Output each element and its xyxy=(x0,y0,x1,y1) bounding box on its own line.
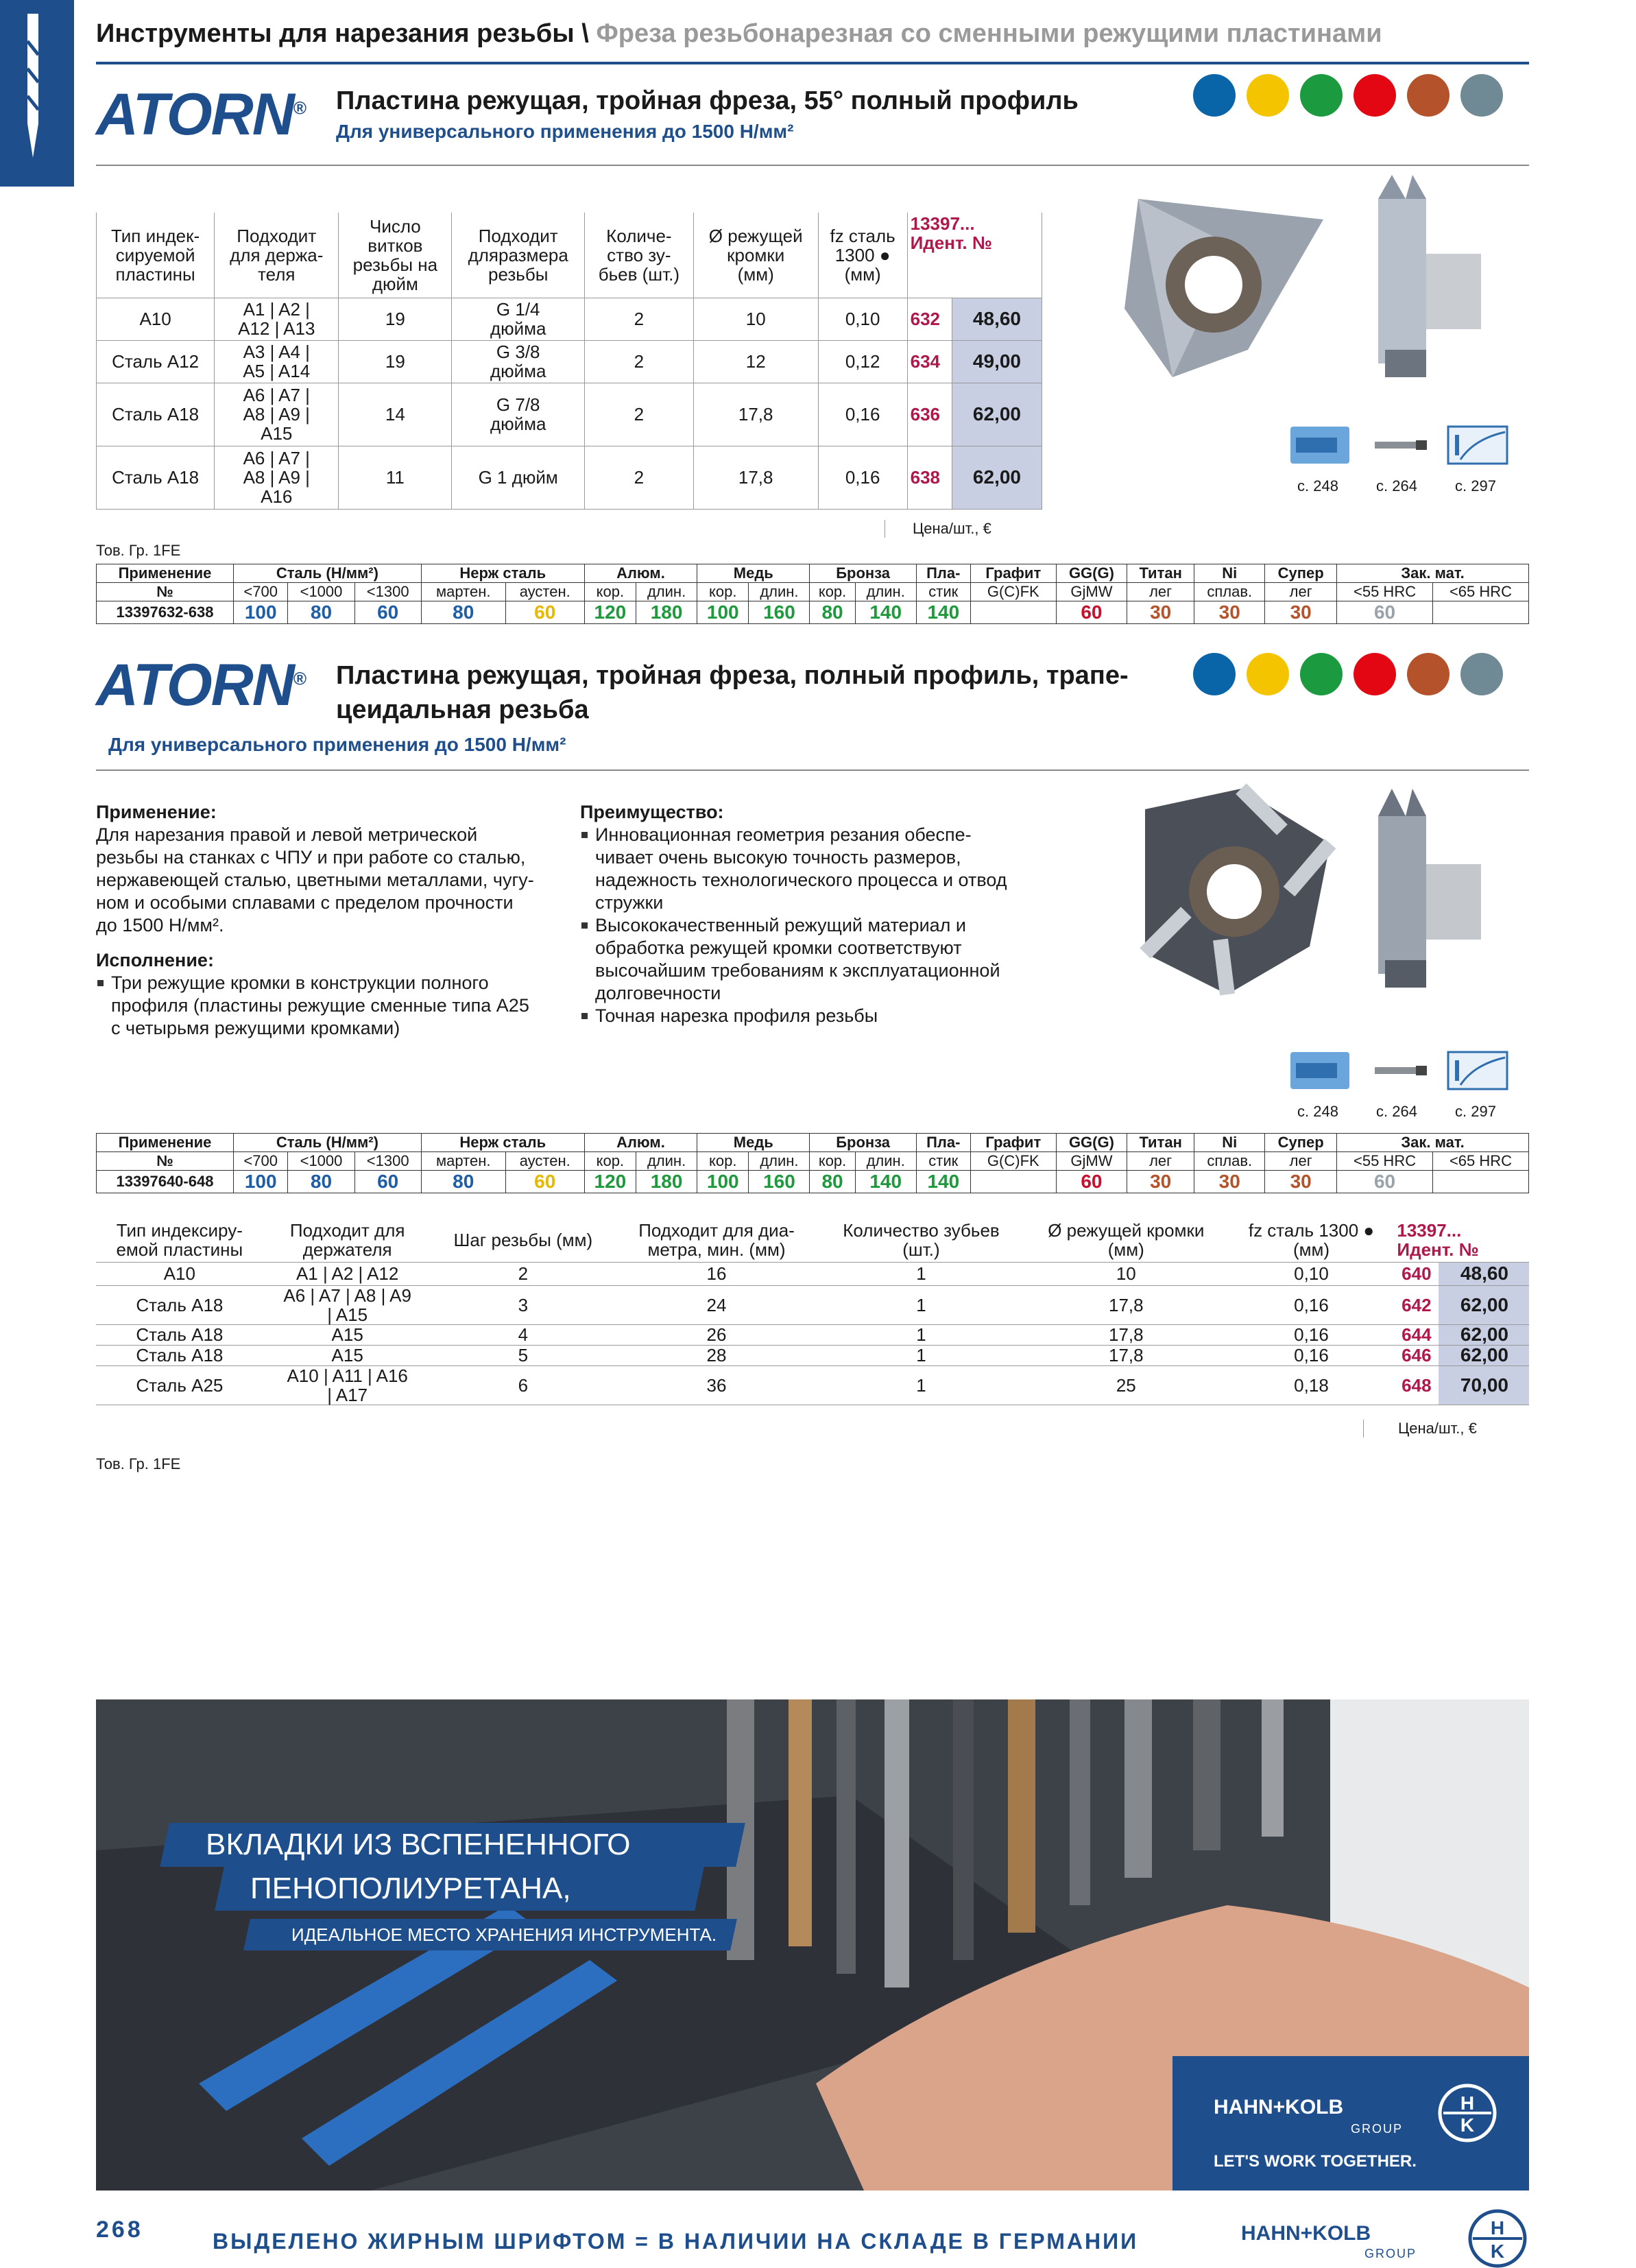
product1-subtitle: Для универсального применения до 1500 Н/мм² xyxy=(336,121,794,142)
cell-teeth: 2 xyxy=(584,383,693,446)
page-ref-link[interactable]: с. 248 xyxy=(1297,477,1338,494)
cell-type: Сталь A12 xyxy=(97,340,215,383)
page-ref-link[interactable]: с. 264 xyxy=(1376,1103,1417,1120)
cell-thread: G 3/8 дюйма xyxy=(452,340,585,383)
cell-holder: A6 | A7 | A8 | A9 | A16 xyxy=(215,446,339,509)
app-group: Графит xyxy=(970,1134,1056,1152)
app-sub: G(C)FK xyxy=(970,583,1056,601)
cell-fz: 0,18 xyxy=(1229,1365,1395,1405)
app-value: 100 xyxy=(697,601,749,624)
atorn-logo: ATORN® xyxy=(96,652,305,718)
app-value: 80 xyxy=(810,1171,855,1193)
app-group: Титан xyxy=(1127,564,1194,583)
price-note: Цена/шт., € xyxy=(885,520,1042,538)
material-dot xyxy=(1300,653,1343,695)
banner-line2: ПЕНОПОЛИУРЕТАНА, xyxy=(250,1872,571,1905)
page-ref-link[interactable]: с. 297 xyxy=(1455,477,1496,494)
app-group: Графит xyxy=(970,564,1056,583)
table-row xyxy=(96,1285,1529,1324)
app-value xyxy=(970,1171,1056,1193)
cell-holder: A6 | A7 | A8 | A9 | A15 xyxy=(215,383,339,446)
cell-dia: 17,8 xyxy=(693,446,818,509)
app-group: Супер xyxy=(1265,1134,1337,1152)
ident-number: 646 xyxy=(1394,1345,1439,1365)
cell-fz: 0,12 xyxy=(818,340,907,383)
divider xyxy=(96,769,1529,771)
table-row xyxy=(96,1365,1529,1405)
app-value: 30 xyxy=(1265,601,1337,624)
page-ref-link[interactable]: с. 297 xyxy=(1455,1103,1496,1120)
column-header: Ø режущей кромки (мм) xyxy=(1024,1218,1229,1262)
column-header: 13397... Идент. № xyxy=(1394,1218,1529,1262)
app-value: 100 xyxy=(234,601,288,624)
page-ref-link[interactable]: с. 264 xyxy=(1376,477,1417,494)
app-value: 60 xyxy=(354,1171,421,1193)
column-header: Ø режущей кромки (мм) xyxy=(693,213,818,298)
app-value: 100 xyxy=(234,1171,288,1193)
column-header: Подходит для держателя xyxy=(263,1218,432,1262)
info-chart-icon[interactable] xyxy=(1447,425,1508,465)
advantage-item: Инновационная геометрия резания обеспе- чивает очень высокую точность размеров, надежность технологического процесса и отвод стружки xyxy=(580,824,1074,914)
application-block: Применение: Для нарезания правой и левой метрической резьбы на станках с ЧПУ и при работе со сталью, нержавеющей сталью, цветными металлами, чугу- ном и особыми сплавами с пределом прочности до 1500 Н/мм². Исполнение: Три режущие кромки в конструкции полного профиля (пластины режущие сменные типа A25 с четырьмя режущими кромками) xyxy=(96,801,562,1040)
cell-dia: 10 xyxy=(693,298,818,340)
advantage-item: Точная нарезка профиля резьбы xyxy=(580,1005,1074,1027)
ident-number: 640 xyxy=(1394,1262,1439,1285)
app-sub: <1000 xyxy=(288,1152,354,1171)
app-sub: мартен. xyxy=(421,1152,505,1171)
price-note: Цена/шт., € xyxy=(1363,1420,1529,1437)
column-header: Подходит дляразмера резьбы xyxy=(452,213,585,298)
atorn-logo: ATORN® xyxy=(96,82,305,147)
material-dot xyxy=(1193,74,1236,117)
app-group: GG(G) xyxy=(1056,1134,1127,1152)
cell-dia: 17,8 xyxy=(1024,1345,1229,1365)
column-header: Тип индек- сируемой пластины xyxy=(97,213,215,298)
cell-thread: G 1/4 дюйма xyxy=(452,298,585,340)
svg-text:H: H xyxy=(1460,2092,1475,2114)
cell-pitch: 3 xyxy=(432,1285,614,1324)
header-subcategory: Фреза резьбонарезная со сменными режущими пластинами xyxy=(596,19,1382,48)
footer-group: GROUP xyxy=(1364,2247,1417,2260)
application-table-2 xyxy=(96,1133,1529,1193)
app-value: 80 xyxy=(288,601,354,624)
app-sub: длин. xyxy=(636,583,697,601)
column-header: Число витков резьбы на дюйм xyxy=(339,213,452,298)
cutter-icon[interactable] xyxy=(1368,1051,1430,1090)
cell-tpi: 14 xyxy=(339,383,452,446)
product2-subtitle: Для универсального применения до 1500 Н/мм² xyxy=(108,734,566,755)
app-value: 60 xyxy=(1056,601,1127,624)
cell-teeth: 1 xyxy=(819,1345,1024,1365)
material-dot xyxy=(1407,74,1449,117)
app-value: 80 xyxy=(421,1171,505,1193)
cell-type: Сталь A18 xyxy=(97,446,215,509)
banner-line1: ВКЛАДКИ ИЗ ВСПЕНЕННОГО xyxy=(206,1828,631,1861)
cell-teeth: 2 xyxy=(584,340,693,383)
app-group: Нерж сталь xyxy=(421,564,584,583)
cell-dia: 17,8 xyxy=(1024,1285,1229,1324)
app-group: Сталь (Н/мм²) xyxy=(234,1134,422,1152)
banner-line3: ИДЕАЛЬНОЕ МЕСТО ХРАНЕНИЯ ИНСТРУМЕНТА. xyxy=(291,1924,717,1945)
application-table-1 xyxy=(96,564,1529,624)
app-group: Алюм. xyxy=(584,564,697,583)
app-group: Нерж сталь xyxy=(421,1134,584,1152)
cell-holder: A10 | A11 | A16 | A17 xyxy=(263,1365,432,1405)
column-header: Подходит для держа- теля xyxy=(215,213,339,298)
column-header: Подходит для диа- метра, мин. (мм) xyxy=(614,1218,819,1262)
price: 70,00 xyxy=(1439,1365,1529,1405)
app-sub: <700 xyxy=(234,583,288,601)
app-sub: длин. xyxy=(749,1152,810,1171)
price: 62,00 xyxy=(1439,1324,1529,1345)
table-row xyxy=(96,1345,1529,1365)
app-value: 140 xyxy=(855,601,916,624)
cell-mind: 24 xyxy=(614,1285,819,1324)
app-sub: <65 HRC xyxy=(1432,583,1528,601)
app-label: № xyxy=(97,1152,234,1171)
app-value: 30 xyxy=(1194,1171,1265,1193)
cell-dia: 12 xyxy=(693,340,818,383)
insert2-image xyxy=(1104,782,1351,1008)
table-row xyxy=(97,298,1042,340)
cell-pitch: 2 xyxy=(432,1262,614,1285)
app-group: Пла- xyxy=(916,564,970,583)
column-header: 13397... Идент. № xyxy=(907,213,1042,298)
app-value xyxy=(1432,601,1528,624)
app-value: 60 xyxy=(1056,1171,1127,1193)
app-value: 120 xyxy=(584,1171,636,1193)
app-sub: стик xyxy=(916,1152,970,1171)
app-value: 180 xyxy=(636,601,697,624)
app-value: 60 xyxy=(354,601,421,624)
app-sub: сплав. xyxy=(1194,583,1265,601)
app-value xyxy=(970,601,1056,624)
app-value: 60 xyxy=(505,1171,584,1193)
app-sub: кор. xyxy=(810,1152,855,1171)
app-group: Титан xyxy=(1127,1134,1194,1152)
app-group: Ni xyxy=(1194,1134,1265,1152)
app-sub: <65 HRC xyxy=(1432,1152,1528,1171)
cell-fz: 0,10 xyxy=(1229,1262,1395,1285)
cell-holder: A1 | A2 | A12 | A13 xyxy=(215,298,339,340)
app-group: Зак. мат. xyxy=(1337,1134,1529,1152)
cell-type: Сталь A18 xyxy=(96,1285,263,1324)
sidebar-tab xyxy=(0,0,74,187)
cell-pitch: 6 xyxy=(432,1365,614,1405)
cell-teeth: 1 xyxy=(819,1262,1024,1285)
app-sub: аустен. xyxy=(505,583,584,601)
banner-group: GROUP xyxy=(1351,2122,1404,2136)
cell-holder: A15 xyxy=(263,1345,432,1365)
cell-teeth: 1 xyxy=(819,1285,1024,1324)
app-sub: длин. xyxy=(855,1152,916,1171)
cell-type: A10 xyxy=(97,298,215,340)
cell-dia: 17,8 xyxy=(1024,1324,1229,1345)
material-dot xyxy=(1460,653,1503,695)
app-value: 120 xyxy=(584,601,636,624)
app-sub: длин. xyxy=(855,583,916,601)
app-sub: кор. xyxy=(584,1152,636,1171)
app-sub: кор. xyxy=(584,583,636,601)
product-group: Тов. Гр. 1FE xyxy=(96,1455,181,1472)
cell-type: A10 xyxy=(96,1262,263,1285)
cell-type: Сталь A25 xyxy=(96,1365,263,1405)
material-dot xyxy=(1460,74,1503,117)
cell-dia: 17,8 xyxy=(693,383,818,446)
price: 62,00 xyxy=(952,383,1042,446)
advantage-item: Высококачественный режущий материал и обработка режущей кромки соответствуют высочайшим требованиям к эксплуатационной долговечности xyxy=(580,914,1074,1005)
app-value: 60 xyxy=(1337,1171,1433,1193)
price: 48,60 xyxy=(952,298,1042,340)
app-group: Бронза xyxy=(810,1134,916,1152)
app-value: 160 xyxy=(749,601,810,624)
price: 62,00 xyxy=(1439,1345,1529,1365)
app-group: Ni xyxy=(1194,564,1265,583)
cell-type: Сталь A18 xyxy=(96,1345,263,1365)
cell-tpi: 11 xyxy=(339,446,452,509)
app-sub: кор. xyxy=(697,1152,749,1171)
app-sub: сплав. xyxy=(1194,1152,1265,1171)
cell-holder: A6 | A7 | A8 | A9 | A15 xyxy=(263,1285,432,1324)
promo-banner xyxy=(96,1699,1529,2191)
column-header: Количе- ство зу- бьев (шт.) xyxy=(584,213,693,298)
ident-number: 632 xyxy=(907,298,952,340)
column-header: Количество зубьев (шт.) xyxy=(819,1218,1024,1262)
product1-title: Пластина режущая, тройная фреза, 55° полный профиль xyxy=(336,86,1079,115)
cell-mind: 28 xyxy=(614,1345,819,1365)
app-sub: стик xyxy=(916,583,970,601)
cell-holder: A15 xyxy=(263,1324,432,1345)
app-sub: GjMW xyxy=(1056,583,1127,601)
app-group: Бронза xyxy=(810,564,916,583)
table-row xyxy=(97,340,1042,383)
app-sub: длин. xyxy=(636,1152,697,1171)
product-group: Тов. Гр. 1FE xyxy=(96,542,181,559)
app-value: 30 xyxy=(1194,601,1265,624)
hk-emblem xyxy=(1436,2082,1498,2144)
material-dot xyxy=(1300,74,1343,117)
app-group: Алюм. xyxy=(584,1134,697,1152)
app-group: Супер xyxy=(1265,564,1337,583)
svg-text:K: K xyxy=(1460,2114,1475,2136)
app-value: 100 xyxy=(697,1171,749,1193)
app-sub: аустен. xyxy=(505,1152,584,1171)
app-sub: кор. xyxy=(697,583,749,601)
cell-teeth: 2 xyxy=(584,446,693,509)
table-row xyxy=(97,383,1042,446)
cell-holder: A3 | A4 | A5 | A14 xyxy=(215,340,339,383)
header-category: Инструменты для нарезания резьбы \ xyxy=(96,19,597,48)
holder-icon[interactable] xyxy=(1289,1051,1351,1090)
insert-image xyxy=(1097,171,1358,398)
app-group: Медь xyxy=(697,564,810,583)
app-sub: <700 xyxy=(234,1152,288,1171)
app-group: Пла- xyxy=(916,1134,970,1152)
app-code: 13397640-648 xyxy=(97,1171,234,1193)
ident-number: 642 xyxy=(1394,1285,1439,1324)
material-dot xyxy=(1193,653,1236,695)
app-value: 60 xyxy=(505,601,584,624)
cell-thread: G 1 дюйм xyxy=(452,446,585,509)
page-ref-link[interactable]: с. 248 xyxy=(1297,1103,1338,1120)
cell-type: Сталь A18 xyxy=(97,383,215,446)
hk-emblem xyxy=(1467,2208,1528,2268)
app-sub: <55 HRC xyxy=(1337,583,1433,601)
cutter-icon[interactable] xyxy=(1368,425,1430,465)
app-sub: <1300 xyxy=(354,1152,421,1171)
material-dot xyxy=(1247,653,1289,695)
cell-tpi: 19 xyxy=(339,298,452,340)
cell-teeth: 2 xyxy=(584,298,693,340)
cell-teeth: 1 xyxy=(819,1324,1024,1345)
cell-pitch: 5 xyxy=(432,1345,614,1365)
price: 62,00 xyxy=(1439,1285,1529,1324)
table-row xyxy=(96,1262,1529,1285)
cell-fz: 0,16 xyxy=(1229,1285,1395,1324)
table-row xyxy=(96,1324,1529,1345)
price: 49,00 xyxy=(952,340,1042,383)
ident-number: 648 xyxy=(1394,1365,1439,1405)
cell-holder: A1 | A2 | A12 xyxy=(263,1262,432,1285)
column-header: Тип индексиру- емой пластины xyxy=(96,1218,263,1262)
drill-icon xyxy=(0,0,74,187)
cell-tpi: 19 xyxy=(339,340,452,383)
product2-title: Пластина режущая, тройная фреза, полный профиль, трапе- цеидальная резьба xyxy=(336,661,1129,724)
app-value xyxy=(1432,1171,1528,1193)
divider xyxy=(96,165,1529,166)
app-group: GG(G) xyxy=(1056,564,1127,583)
app-sub: длин. xyxy=(749,583,810,601)
table-row xyxy=(97,446,1042,509)
app-sub: мартен. xyxy=(421,583,505,601)
material-dot xyxy=(1407,653,1449,695)
banner-slogan: LET'S WORK TOGETHER. xyxy=(1214,2152,1417,2171)
app-label: Применение xyxy=(97,1134,234,1152)
cell-mind: 36 xyxy=(614,1365,819,1405)
page-number: 268 xyxy=(96,2217,143,2243)
holder2-image xyxy=(1364,789,1502,1008)
product1-table xyxy=(96,213,1042,510)
app-value: 140 xyxy=(916,601,970,624)
app-sub: GjMW xyxy=(1056,1152,1127,1171)
holder-icon[interactable] xyxy=(1289,425,1351,465)
column-header: fz сталь 1300 ● (мм) xyxy=(1229,1218,1395,1262)
app-sub: кор. xyxy=(810,583,855,601)
footer-note: ВЫДЕЛЕНО ЖИРНЫМ ШРИФТОМ = В НАЛИЧИИ НА СКЛАДЕ В ГЕРМАНИИ xyxy=(213,2229,1139,2254)
advantages-block: Преимущество: Инновационная геометрия резания обеспе- чивает очень высокую точность размеров, надежность технологического процесса и отвод стружки Высококачественный режущий материал и обработка режущей кромки соответствуют высочайшим требованиям к эксплуатационной долговечности Точная нарезка профиля резьбы xyxy=(580,801,1074,1027)
price: 62,00 xyxy=(952,446,1042,509)
app-sub: <1000 xyxy=(288,583,354,601)
app-value: 180 xyxy=(636,1171,697,1193)
ident-number: 636 xyxy=(907,383,952,446)
banner-logo: HAHN+KOLB xyxy=(1214,2096,1344,2118)
cell-teeth: 1 xyxy=(819,1365,1024,1405)
material-dot xyxy=(1354,653,1396,695)
app-code: 13397632-638 xyxy=(97,601,234,624)
page-header xyxy=(96,19,1382,49)
app-value: 80 xyxy=(810,601,855,624)
material-dot xyxy=(1247,74,1289,117)
header-rule xyxy=(96,62,1529,64)
app-sub: <55 HRC xyxy=(1337,1152,1433,1171)
info-chart-icon[interactable] xyxy=(1447,1051,1508,1090)
app-group: Сталь (Н/мм²) xyxy=(234,564,422,583)
app-value: 140 xyxy=(855,1171,916,1193)
app-value: 60 xyxy=(1337,601,1433,624)
cell-fz: 0,16 xyxy=(818,383,907,446)
ident-number: 638 xyxy=(907,446,952,509)
app-value: 30 xyxy=(1265,1171,1337,1193)
app-sub: <1300 xyxy=(354,583,421,601)
cell-fz: 0,16 xyxy=(1229,1345,1395,1365)
app-group: Зак. мат. xyxy=(1337,564,1529,583)
app-value: 160 xyxy=(749,1171,810,1193)
cell-fz: 0,10 xyxy=(818,298,907,340)
cell-dia: 10 xyxy=(1024,1262,1229,1285)
column-header: fz сталь 1300 ● (мм) xyxy=(818,213,907,298)
cell-mind: 16 xyxy=(614,1262,819,1285)
material-dot xyxy=(1354,74,1396,117)
app-value: 80 xyxy=(288,1171,354,1193)
app-label: № xyxy=(97,583,234,601)
app-sub: лег xyxy=(1265,1152,1337,1171)
cell-pitch: 4 xyxy=(432,1324,614,1345)
ident-number: 634 xyxy=(907,340,952,383)
app-sub: G(C)FK xyxy=(970,1152,1056,1171)
cell-fz: 0,16 xyxy=(818,446,907,509)
cell-fz: 0,16 xyxy=(1229,1324,1395,1345)
app-sub: лег xyxy=(1265,583,1337,601)
app-value: 80 xyxy=(421,601,505,624)
price: 48,60 xyxy=(1439,1262,1529,1285)
cell-thread: G 7/8 дюйма xyxy=(452,383,585,446)
app-value: 140 xyxy=(916,1171,970,1193)
footer-logo: HAHN+KOLB xyxy=(1241,2222,1371,2245)
svg-text:K: K xyxy=(1490,2241,1505,2262)
app-group: Медь xyxy=(697,1134,810,1152)
cell-dia: 25 xyxy=(1024,1365,1229,1405)
svg-text:H: H xyxy=(1490,2217,1505,2239)
app-label: Применение xyxy=(97,564,234,583)
app-sub: лег xyxy=(1127,1152,1194,1171)
holder-image xyxy=(1364,171,1502,391)
app-value: 30 xyxy=(1127,1171,1194,1193)
app-sub: лег xyxy=(1127,583,1194,601)
cell-type: Сталь A18 xyxy=(96,1324,263,1345)
column-header: Шаг резьбы (мм) xyxy=(432,1218,614,1262)
ident-number: 644 xyxy=(1394,1324,1439,1345)
cell-mind: 26 xyxy=(614,1324,819,1345)
product2-table xyxy=(96,1218,1529,1405)
app-value: 30 xyxy=(1127,601,1194,624)
